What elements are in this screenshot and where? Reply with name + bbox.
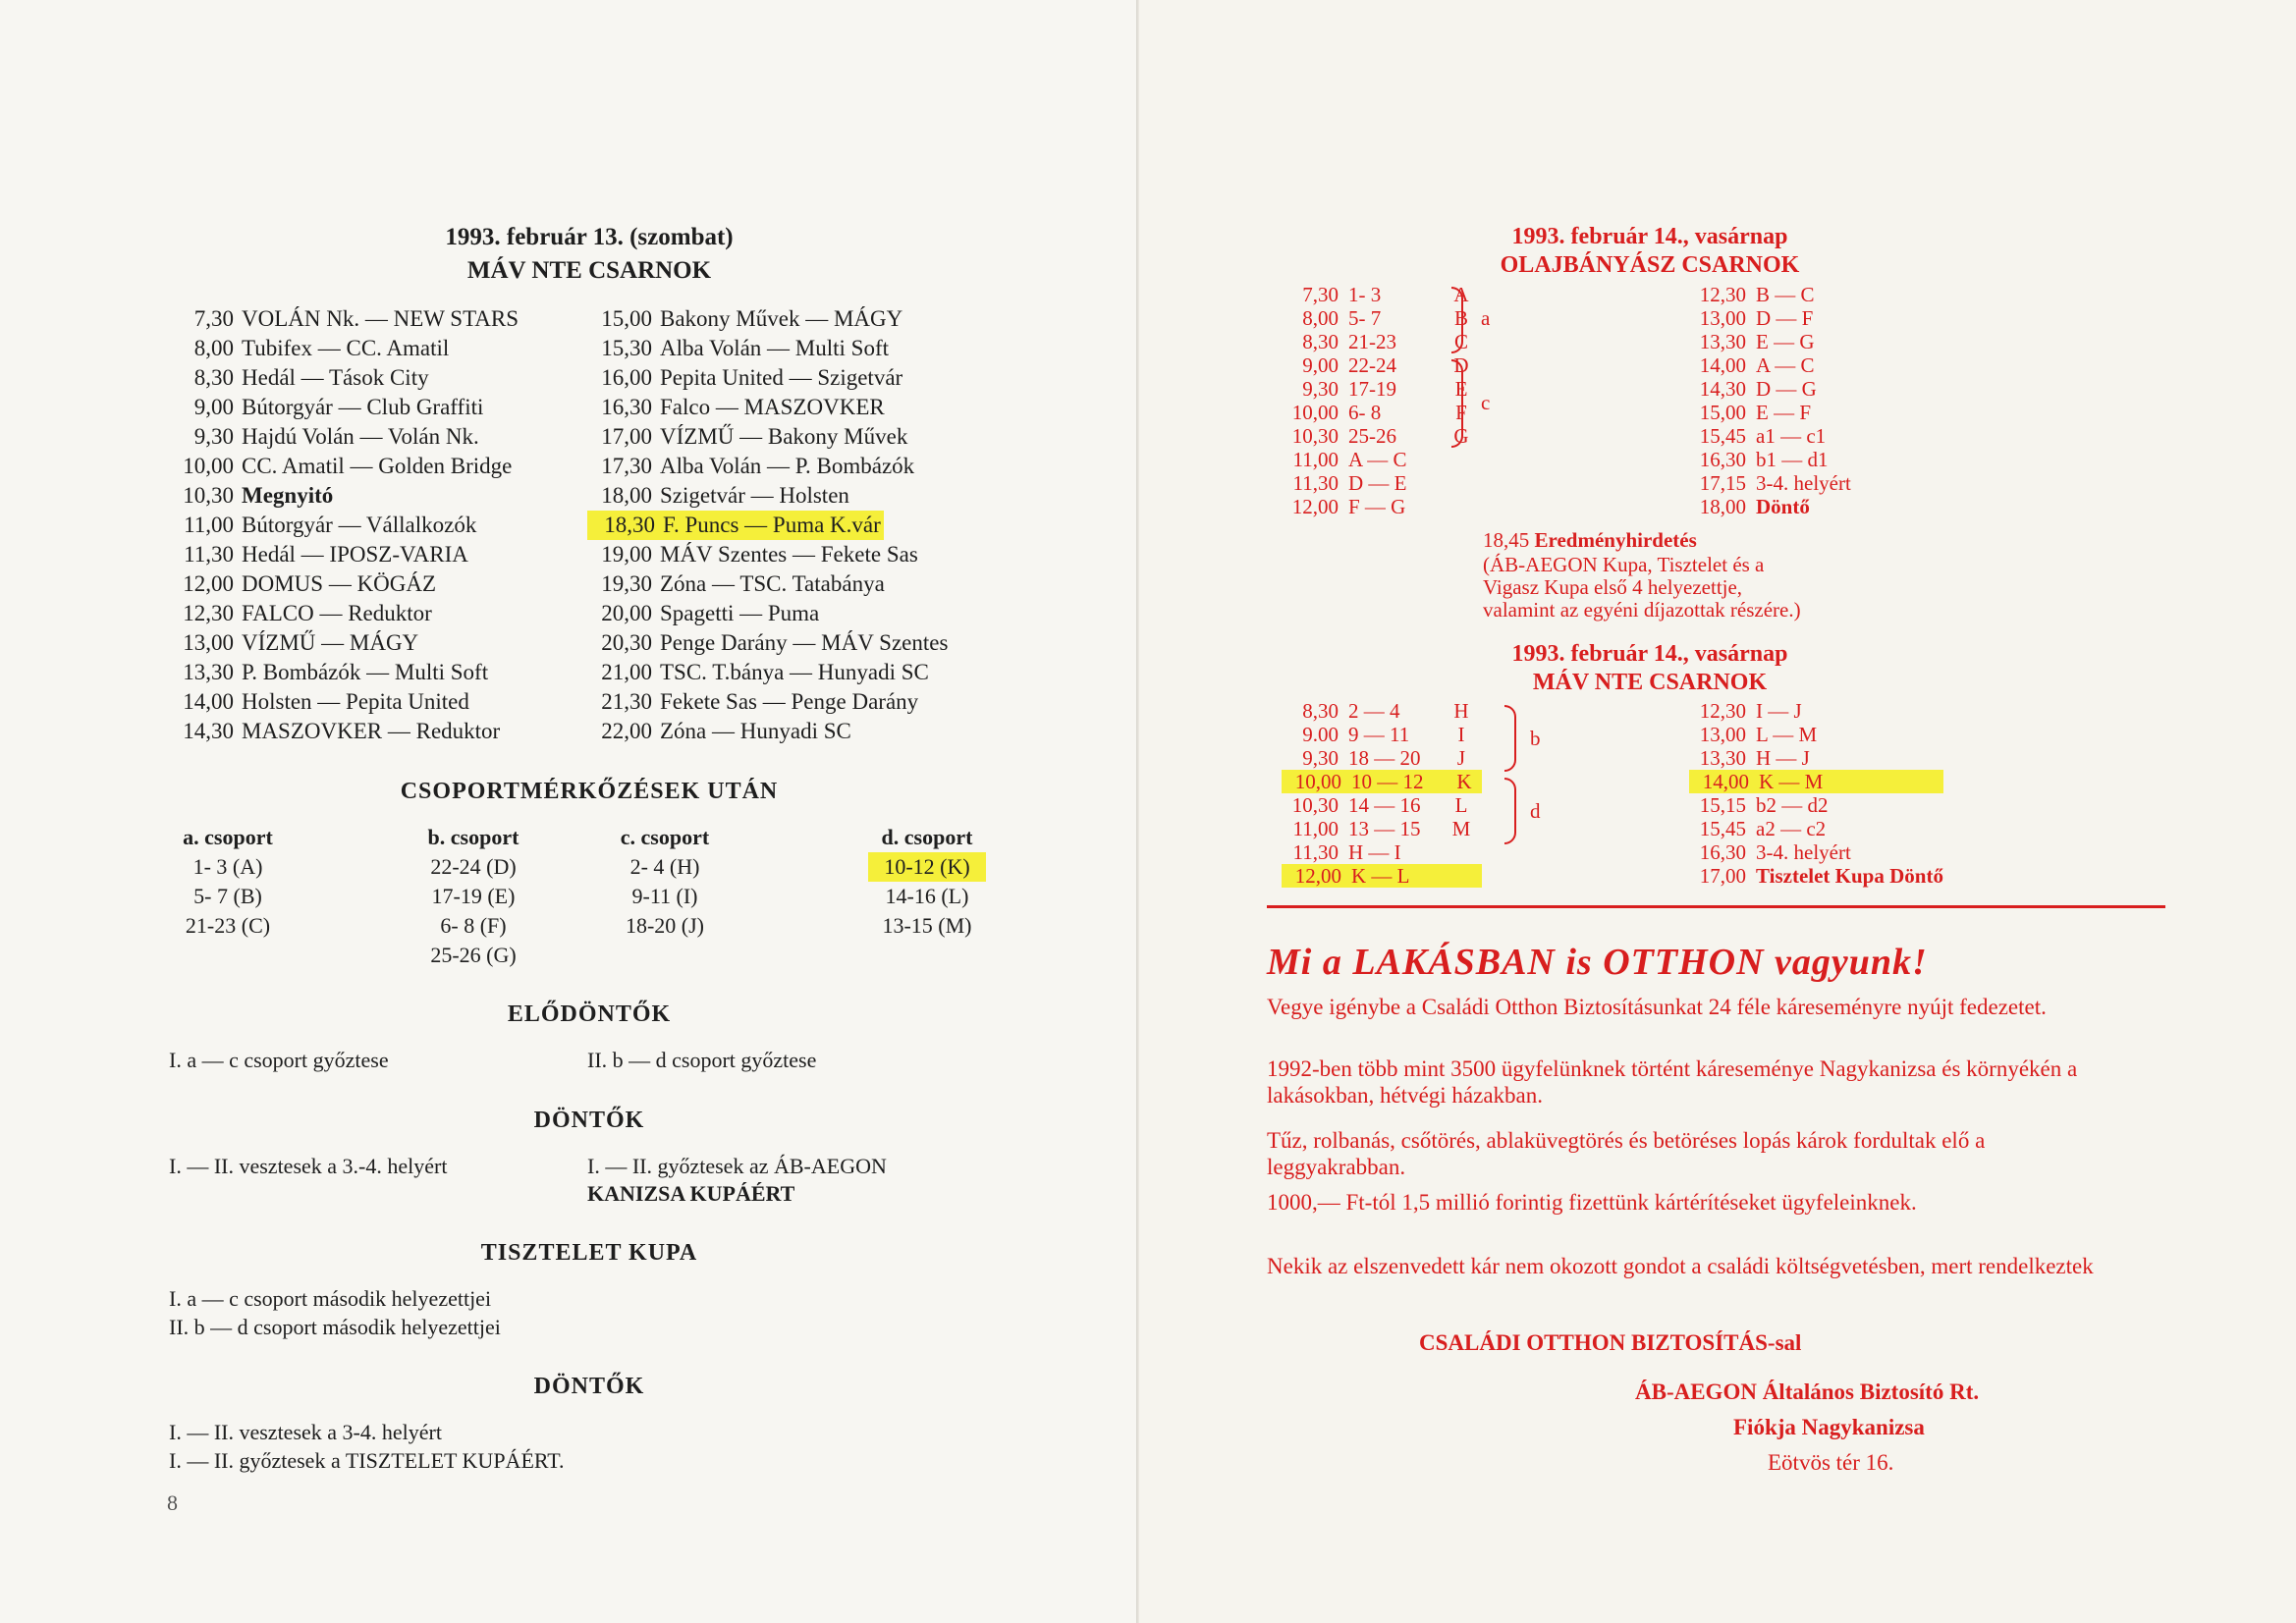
match-teams: 17-19: [1348, 377, 1396, 401]
group-a-label: a: [1481, 306, 1491, 330]
bracket-c: [1451, 359, 1463, 448]
schedule-row: [587, 452, 948, 481]
schedule-row: [587, 304, 948, 334]
bracket-b: [1504, 705, 1516, 772]
match-teams: FALCO — Reduktor: [242, 601, 432, 625]
match-time: 14,30: [1699, 377, 1746, 401]
semis-line-1: I. a — c csoport győztese: [169, 1048, 389, 1072]
match-teams: MASZOVKER — Reduktor: [242, 719, 501, 743]
match-time: 11,00: [1292, 448, 1339, 471]
schedule-row: [169, 334, 519, 363]
match-teams: 3-4. helyért: [1756, 840, 1851, 864]
match-time: 9,30: [1302, 377, 1339, 401]
group-column: [606, 823, 724, 941]
match-teams: H — J: [1756, 746, 1810, 770]
match-teams: H — I: [1348, 840, 1401, 864]
schedule-row: [1282, 401, 1476, 424]
match-time: 15,15: [1699, 793, 1746, 817]
match-teams: Zóna — TSC. Tatabánya: [660, 571, 885, 596]
schedule-row: [587, 658, 948, 687]
ad-paragraph-5: Nekik az elszenvedett kár nem okozott gondot a családi költségvetésben, mert rendelkeztek: [1267, 1254, 2094, 1278]
group-code: D: [1453, 353, 1469, 377]
bracket-d: [1504, 778, 1516, 844]
match-time: 18,00: [601, 483, 652, 508]
group-code: A: [1453, 283, 1469, 306]
group-item: 18-20 (J): [625, 913, 705, 938]
results-line: [1483, 528, 1697, 552]
match-time: 10,30: [183, 483, 234, 508]
schedule-row: [587, 422, 948, 452]
group-code: K: [1456, 770, 1472, 793]
match-teams: D — G: [1756, 377, 1817, 401]
group-code: I: [1457, 723, 1465, 746]
match-time: 11,00: [1292, 817, 1339, 840]
schedule-row: [1282, 283, 1476, 306]
match-time: 13,00: [1699, 723, 1746, 746]
match-teams: A — C: [1756, 353, 1815, 377]
match-teams: A — C: [1348, 448, 1407, 471]
finals-line-1: I. — II. vesztesek a 3.-4. helyért: [169, 1154, 448, 1178]
schedule-row: [1689, 699, 1943, 723]
schedule-row: [1282, 699, 1482, 723]
schedule-row: [169, 304, 519, 334]
schedule-row: [169, 481, 519, 511]
match-teams: DOMUS — KÖGÁZ: [242, 571, 437, 596]
match-time: 21,30: [601, 689, 652, 714]
match-teams: 2 — 4: [1348, 699, 1400, 723]
day1-venue: OLAJBÁNYÁSZ CSARNOK: [1500, 252, 1800, 278]
group-code: H: [1453, 699, 1469, 723]
match-time: 11,30: [1292, 840, 1339, 864]
match-time: 15,45: [1699, 817, 1746, 840]
schedule-row: [169, 363, 519, 393]
match-teams: VÍZMŰ — MÁGY: [242, 630, 419, 655]
schedule-row: [169, 599, 519, 628]
match-time: 14,30: [183, 719, 234, 743]
match-time: 16,30: [601, 395, 652, 419]
match-teams: Bútorgyár — Club Graffiti: [242, 395, 484, 419]
match-teams: F. Puncs — Puma K.vár: [663, 513, 881, 537]
group-section-title: CSOPORTMÉRKŐZÉSEK UTÁN: [400, 779, 779, 804]
company-line-2: Fiókja Nagykanizsa: [1733, 1415, 1925, 1439]
ad-paragraph-3: Tűz, rolbanás, csőtörés, ablaküvegtörés és betöréses lopás károk fordultak elő a leggyakrabban.: [1267, 1128, 1986, 1179]
match-teams: 6- 8: [1348, 401, 1382, 424]
group-b-label: b: [1530, 727, 1541, 750]
schedule-row: [1689, 495, 1851, 518]
schedule-row: [1282, 495, 1476, 518]
ad-title: Mi a LAKÁSBAN is OTTHON vagyunk!: [1267, 942, 1928, 983]
day2-right-schedule: [1689, 699, 1943, 888]
group-item: 17-19 (E): [431, 884, 516, 908]
schedule-row: [1689, 723, 1943, 746]
match-time: 17,00: [1699, 864, 1746, 888]
results-line-1: (ÁB-AEGON Kupa, Tisztelet és a: [1483, 553, 1765, 576]
match-teams: Döntő: [1756, 495, 1810, 518]
company-line-1: ÁB-AEGON Általános Biztosító Rt.: [1635, 1380, 1980, 1404]
schedule-row: [1282, 770, 1482, 793]
schedule-row: [1282, 793, 1482, 817]
schedule-row: [1282, 448, 1476, 471]
schedule-row: [587, 717, 948, 746]
schedule-row: [169, 452, 519, 481]
match-teams: 14 — 16: [1348, 793, 1421, 817]
match-time: 12,00: [183, 571, 234, 596]
day2-venue: MÁV NTE CSARNOK: [1532, 670, 1768, 695]
schedule-row: [1689, 353, 1851, 377]
match-time: 12,30: [183, 601, 234, 625]
match-time: 14,00: [183, 689, 234, 714]
match-teams: Hedál — Tások City: [242, 365, 429, 390]
match-teams: I — J: [1756, 699, 1802, 723]
match-time: 12,30: [1699, 699, 1746, 723]
match-time: 17,30: [601, 454, 652, 478]
bracket-a: [1451, 287, 1463, 353]
finals2-title: DÖNTŐK: [533, 1374, 645, 1399]
tisztelet-title: TISZTELET KUPA: [480, 1240, 698, 1266]
match-teams: MÁV Szentes — Fekete Sas: [660, 542, 918, 567]
match-teams: Spagetti — Puma: [660, 601, 820, 625]
match-time: 13,30: [183, 660, 234, 684]
day2-date: 1993. február 14., vasárnap: [1511, 641, 1788, 667]
match-teams: E — G: [1756, 330, 1815, 353]
match-time: 11,30: [184, 542, 234, 567]
schedule-row: [1689, 448, 1851, 471]
match-time: 10,00: [1294, 770, 1341, 793]
schedule-row: [587, 540, 948, 569]
group-code: G: [1453, 424, 1469, 448]
match-teams: F — G: [1348, 495, 1406, 518]
match-time: 16,00: [601, 365, 652, 390]
match-time: 9,30: [1302, 746, 1339, 770]
group-item: 9-11 (I): [631, 884, 698, 908]
schedule-row: [1282, 746, 1482, 770]
match-teams: 1- 3: [1348, 283, 1382, 306]
match-teams: Zóna — Hunyadi SC: [660, 719, 851, 743]
group-code: L: [1454, 793, 1468, 817]
match-teams: VÍZMŰ — Bakony Művek: [660, 424, 908, 449]
finals2-line-2: I. — II. győztesek a TISZTELET KUPÁÉRT.: [169, 1448, 565, 1473]
left-page: [0, 0, 1139, 1623]
schedule-row: [169, 422, 519, 452]
match-time: 15,45: [1699, 424, 1746, 448]
match-teams: b1 — d1: [1756, 448, 1829, 471]
group-item: 14-16 (L): [885, 884, 969, 908]
match-time: 8,30: [1302, 699, 1339, 723]
schedule-row: [587, 687, 948, 717]
match-time: 9,00: [1302, 353, 1339, 377]
semis-title: ELŐDÖNTŐK: [507, 1001, 672, 1027]
group-code: C: [1453, 330, 1468, 353]
match-teams: E — F: [1756, 401, 1812, 424]
match-time: 10,30: [1291, 793, 1339, 817]
schedule-row: [169, 628, 519, 658]
group-item: 22-24 (D): [430, 854, 517, 879]
ad-slogan: CSALÁDI OTTHON BIZTOSÍTÁS-sal: [1419, 1330, 1802, 1355]
results-label: Eredményhirdetés: [1534, 528, 1697, 552]
match-teams: Penge Darány — MÁV Szentes: [660, 630, 949, 655]
match-teams: a2 — c2: [1756, 817, 1827, 840]
company-line-3: Eötvös tér 16.: [1768, 1450, 1894, 1475]
tisztelet-line-1: I. a — c csoport második helyezettjei: [169, 1286, 492, 1311]
match-time: 9,30: [193, 424, 234, 449]
schedule-row: [169, 658, 519, 687]
match-time: 13,30: [1699, 746, 1746, 770]
groups-table: [169, 823, 1053, 990]
match-teams: CC. Amatil — Golden Bridge: [242, 454, 513, 478]
schedule-row: [169, 511, 519, 540]
match-teams: D — E: [1348, 471, 1407, 495]
match-teams: L — M: [1756, 723, 1818, 746]
match-teams: K — M: [1759, 770, 1824, 793]
match-time: 16,30: [1699, 448, 1746, 471]
schedule-row: [1282, 864, 1482, 888]
match-time: 10,00: [183, 454, 234, 478]
match-teams: Falco — MASZOVKER: [660, 395, 885, 419]
schedule-row: [587, 481, 948, 511]
schedule-row: [1282, 377, 1476, 401]
group-c-label: c: [1481, 391, 1491, 414]
schedule-row: [587, 393, 948, 422]
group-title: d. csoport: [881, 825, 973, 849]
group-code: J: [1456, 746, 1466, 770]
venue-header: MÁV NTE CSARNOK: [466, 257, 712, 284]
right-page: [1139, 0, 2296, 1623]
date-header: 1993. február 13. (szombat): [445, 224, 734, 250]
match-time: 13,00: [183, 630, 234, 655]
match-time: 15,00: [1699, 401, 1746, 424]
match-teams: Hajdú Volán — Volán Nk.: [242, 424, 479, 449]
group-item: 13-15 (M): [882, 913, 972, 938]
day1-left-schedule: [1282, 283, 1476, 518]
match-time: 12,00: [1291, 495, 1339, 518]
match-time: 14,00: [1702, 770, 1749, 793]
schedule-row: [587, 599, 948, 628]
group-item: 5- 7 (B): [193, 884, 262, 908]
match-teams: Bakony Művek — MÁGY: [660, 306, 903, 331]
group-code: F: [1455, 401, 1467, 424]
match-teams: P. Bombázók — Multi Soft: [242, 660, 489, 684]
group-item: 2- 4 (H): [629, 854, 700, 879]
match-teams: 3-4. helyért: [1756, 471, 1851, 495]
match-time: 13,30: [1699, 330, 1746, 353]
ad-paragraph-4: 1000,— Ft-tól 1,5 millió forintig fizettünk kártérítéseket ügyfeleinknek.: [1267, 1190, 1917, 1215]
match-time: 19,00: [601, 542, 652, 567]
match-teams: Fekete Sas — Penge Darány: [660, 689, 919, 714]
schedule-row: [1689, 377, 1851, 401]
match-teams: 10 — 12: [1351, 770, 1424, 793]
schedule-row: [587, 363, 948, 393]
group-item: 25-26 (G): [430, 943, 517, 967]
match-teams: D — F: [1756, 306, 1814, 330]
schedule-row: [1282, 353, 1476, 377]
match-teams: Tubifex — CC. Amatil: [242, 336, 450, 360]
ad-paragraph-1: Vegye igénybe a Családi Otthon Biztosításunkat 24 féle káreseményre nyújt fedezetet.: [1267, 995, 2047, 1019]
group-item: 21-23 (C): [185, 913, 271, 938]
match-time: 12,30: [1699, 283, 1746, 306]
results-time: 18,45: [1483, 528, 1530, 552]
schedule-row: [1689, 770, 1943, 793]
match-time: 8,00: [193, 336, 234, 360]
ad-paragraph-2: 1992-ben több mint 3500 ügyfelünknek történt káreseménye Nagykanizsa és környékén a lakásokban, hétvégi házakban.: [1267, 1056, 2078, 1108]
match-time: 10,00: [1291, 401, 1339, 424]
schedule-row: [587, 511, 884, 540]
schedule-row: [1689, 401, 1851, 424]
finals-line-2b: KANIZSA KUPÁÉRT: [587, 1181, 795, 1206]
match-teams: TSC. T.bánya — Hunyadi SC: [660, 660, 929, 684]
match-time: 17,00: [601, 424, 652, 449]
match-teams: Alba Volán — P. Bombázók: [660, 454, 915, 478]
match-time: 7,30: [193, 306, 234, 331]
match-teams: 9 — 11: [1348, 723, 1410, 746]
group-item: 10-12 (K): [868, 852, 986, 882]
match-time: 16,30: [1699, 840, 1746, 864]
match-time: 8,30: [1302, 330, 1339, 353]
group-title: a. csoport: [183, 825, 273, 849]
schedule-row: [1689, 817, 1943, 840]
finals2-line-1: I. — II. vesztesek a 3-4. helyért: [169, 1420, 442, 1444]
match-teams: Bútorgyár — Vállalkozók: [242, 513, 477, 537]
match-teams: Szigetvár — Holsten: [660, 483, 849, 508]
schedule-row: [1689, 840, 1943, 864]
group-item: 1- 3 (A): [192, 854, 263, 879]
match-time: 9,00: [193, 395, 234, 419]
match-time: 17,15: [1699, 471, 1746, 495]
match-time: 22,00: [601, 719, 652, 743]
match-time: 7,30: [1302, 283, 1339, 306]
match-time: 18,00: [1699, 495, 1746, 518]
match-time: 13,00: [1699, 306, 1746, 330]
schedule-row: [1282, 306, 1476, 330]
schedule-column-2: [587, 304, 948, 746]
schedule-column-1: [169, 304, 519, 746]
group-code: M: [1451, 817, 1471, 840]
match-teams: Hedál — IPOSZ-VARIA: [242, 542, 468, 567]
day2-left-schedule: [1282, 699, 1482, 888]
match-time: 21,00: [601, 660, 652, 684]
group-title: b. csoport: [427, 825, 519, 849]
match-time: 12,00: [1294, 864, 1341, 888]
match-teams: 25-26: [1348, 424, 1396, 448]
match-time: 14,00: [1699, 353, 1746, 377]
schedule-row: [1282, 424, 1476, 448]
schedule-row: [1282, 840, 1482, 864]
schedule-row: [1689, 864, 1943, 888]
schedule-row: [169, 569, 519, 599]
match-time: 8,30: [193, 365, 234, 390]
schedule-row: [1689, 471, 1851, 495]
match-teams: 22-24: [1348, 353, 1396, 377]
group-item: 6- 8 (F): [440, 913, 507, 938]
schedule-row: [169, 717, 519, 746]
tisztelet-line-2: II. b — d csoport második helyezettjei: [169, 1315, 501, 1339]
semis-line-2: II. b — d csoport győztese: [587, 1048, 817, 1072]
schedule-row: [1689, 283, 1851, 306]
schedule-row: [1689, 306, 1851, 330]
match-time: 15,00: [601, 306, 652, 331]
finals-title: DÖNTŐK: [533, 1108, 645, 1133]
schedule-row: [1689, 793, 1943, 817]
page-number: 8: [167, 1490, 178, 1515]
match-time: 15,30: [601, 336, 652, 360]
match-time: 20,00: [601, 601, 652, 625]
match-time: 18,30: [604, 513, 655, 537]
match-teams: a1 — c1: [1756, 424, 1827, 448]
schedule-row: [1689, 424, 1851, 448]
schedule-row: [587, 569, 948, 599]
match-time: 10,30: [1291, 424, 1339, 448]
schedule-row: [587, 334, 948, 363]
match-time: 9.00: [1302, 723, 1339, 746]
results-line-2: Vigasz Kupa első 4 helyezettje,: [1483, 575, 1743, 599]
group-column: [169, 823, 287, 941]
match-teams: Pepita United — Szigetvár: [660, 365, 903, 390]
schedule-row: [1282, 723, 1482, 746]
match-time: 19,30: [601, 571, 652, 596]
match-teams: b2 — d2: [1756, 793, 1829, 817]
match-teams: Megnyitó: [242, 483, 334, 508]
match-teams: B — C: [1756, 283, 1815, 306]
finals-line-2a: I. — II. győztesek az ÁB-AEGON: [587, 1154, 887, 1178]
schedule-row: [169, 687, 519, 717]
match-teams: VOLÁN Nk. — NEW STARS: [242, 306, 519, 331]
group-code: B: [1453, 306, 1468, 330]
results-line-3: valamint az egyéni díjazottak részére.): [1483, 598, 1801, 622]
match-teams: Alba Volán — Multi Soft: [660, 336, 889, 360]
schedule-row: [1282, 817, 1482, 840]
schedule-row: [1282, 330, 1476, 353]
match-teams: 13 — 15: [1348, 817, 1421, 840]
match-time: 11,30: [1292, 471, 1339, 495]
match-teams: Holsten — Pepita United: [242, 689, 469, 714]
group-code: E: [1454, 377, 1468, 401]
group-column: [868, 823, 986, 941]
group-d-label: d: [1530, 799, 1541, 823]
match-time: 8,00: [1302, 306, 1339, 330]
match-teams: Tisztelet Kupa Döntő: [1756, 864, 1943, 888]
day1-right-schedule: [1689, 283, 1851, 518]
schedule-row: [169, 393, 519, 422]
match-time: 11,00: [184, 513, 234, 537]
match-time: 20,30: [601, 630, 652, 655]
match-teams: 21-23: [1348, 330, 1396, 353]
match-teams: K — L: [1351, 864, 1410, 888]
match-teams: 5- 7: [1348, 306, 1382, 330]
group-column: [414, 823, 532, 970]
match-teams: 18 — 20: [1348, 746, 1421, 770]
day1-date: 1993. február 14., vasárnap: [1511, 224, 1788, 249]
schedule-row: [1282, 471, 1476, 495]
schedule-row: [169, 540, 519, 569]
red-divider: [1267, 905, 2165, 908]
group-title: c. csoport: [620, 825, 710, 849]
schedule-row: [1689, 330, 1851, 353]
schedule-row: [1689, 746, 1943, 770]
schedule-row: [587, 628, 948, 658]
